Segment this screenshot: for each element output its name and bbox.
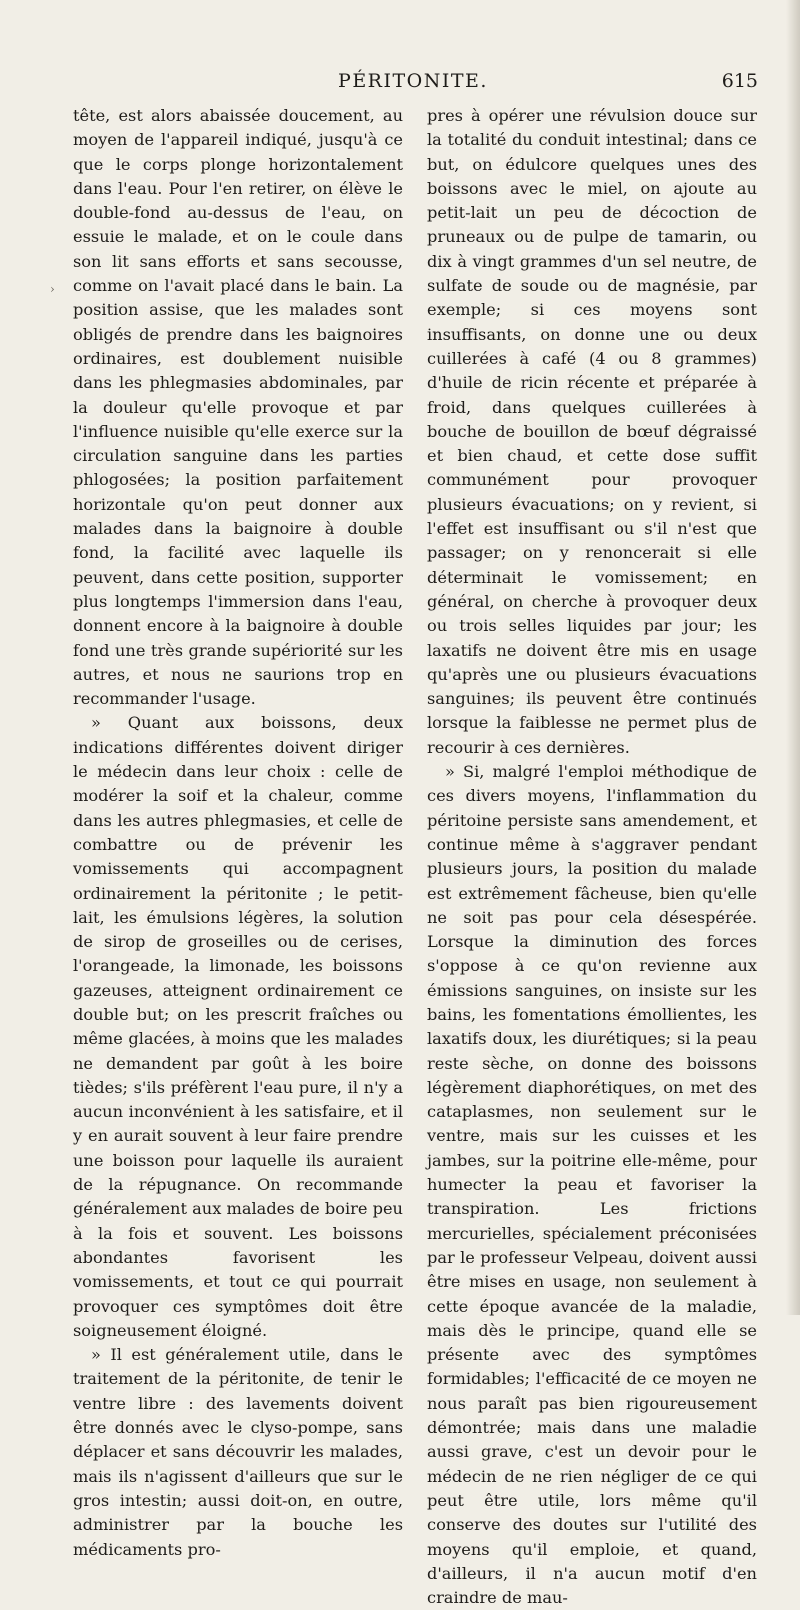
right-column bbox=[427, 104, 757, 1610]
page-edge-shadow bbox=[786, 0, 800, 1315]
page-header bbox=[68, 70, 758, 96]
running-title: PÉRITONITE. bbox=[338, 70, 488, 92]
paragraph: » Quant aux boissons, deux indications différentes doivent diriger le médecin dans leur choix : celle de modérer la soif et la chaleur, comme dans les autres phlegmasies, et celle de combattre ou de prévenir les vomissements qui accompagnent ordinairement la péritonite ; le petit-lait, les émulsions légères, la solution de sirop de groseilles ou de cerises, l'orangeade, la limonade, les boissons gazeuses, atteignent ordinairement ce double but; on les prescrit fraîches ou même glacées, à moins que les malades ne demandent par goût à les boire tièdes; s'ils préfèrent l'eau pure, il n'y a aucun inconvénient à les satisfaire, et il y en aurait souvent à leur faire prendre une boisson pour laquelle ils auraient de la répugnance. On recommande généralement aux malades de boire peu à la fois et souvent. Les boissons abondantes favorisent les vomissements, et tout ce qui pourrait provoquer ces symptômes doit être soigneusement éloigné. bbox=[73, 713, 403, 1340]
paragraph: pres à opérer une révulsion douce sur la totalité du conduit intestinal; dans ce but, on édulcore quelques unes des boissons avec le miel, on ajoute au petit-lait un peu de décoction de pruneaux ou de pulpe de tamarin, ou dix à vingt grammes d'un sel neutre, de sulfate de soude ou de magnésie, par exemple; si ces moyens sont insuffisants, on donne une ou deux cuillerées à café (4 ou 8 grammes) d'huile de ricin récente et préparée à froid, dans quelques cuillerées à bouche de bouillon de bœuf dégraissé et bien chaud, et cette dose suffit communément pour provoquer plusieurs évacuations; on y revient, si l'effet est insuffisant ou s'il n'est que passager; on y renoncerait si elle déterminait le vomissement; en général, on cherche à provoquer deux ou trois selles liquides par jour; les laxatifs ne doivent être mis en usage qu'après une ou plusieurs évacuations sanguines; ils peuvent être continués lorsque la faiblesse ne permet plus de recourir à ces dernières. bbox=[427, 106, 757, 757]
paragraph: tête, est alors abaissée doucement, au moyen de l'appareil indiqué, jusqu'à ce que le corps plonge horizontalement dans l'eau. Pour l'en retirer, on élève le double-fond au-dessus de l'eau, on essuie le malade, et on le coule dans son lit sans efforts et sans secousse, comme on l'avait placé dans le bain. La position assise, que les malades sont obligés de prendre dans les baignoires ordinaires, est doublement nuisible dans les phlegmasies abdominales, par la douleur qu'elle provoque et par l'influence nuisible qu'elle exerce sur la circulation sanguine dans les parties phlogosées; la position parfaitement horizontale qu'on peut donner aux malades dans la baignoire à double fond, la facilité avec laquelle ils peuvent, dans cette position, supporter plus longtemps l'immersion dans l'eau, donnent encore à la baignoire à double fond une très grande supériorité sur les autres, et nous ne saurions trop en recommander l'usage. bbox=[73, 106, 403, 709]
paragraph: » Il est généralement utile, dans le traitement de la péritonite, de tenir le ventre libre : des lavements doivent être donnés avec le clyso-pompe, sans déplacer et sans découvrir les malades, mais ils n'agissent d'ailleurs que sur le gros intestin; aussi doit-on, en outre, administrer par la bouche les médicaments pro- bbox=[73, 1345, 403, 1559]
paragraph: » Si, malgré l'emploi méthodique de ces divers moyens, l'inflammation du péritoine persiste sans amendement, et continue même à s'aggraver pendant plusieurs jours, la position du malade est extrêmement fâcheuse, bien qu'elle ne soit pas pour cela désespérée. Lorsque la diminution des forces s'oppose à ce qu'on revienne aux émissions sanguines, on insiste sur les bains, les fomentations émollientes, les laxatifs doux, les diurétiques; si la peau reste sèche, on donne des boissons légèrement diaphorétiques, on met des cataplasmes, non seulement sur le ventre, mais sur les cuisses et les jambes, sur la poitrine elle-même, pour humecter la peau et favoriser la transpiration. Les frictions mercurielles, spécialement préconisées par le professeur Velpeau, doivent aussi être mises en usage, non seulement à cette époque avancée de la maladie, mais dès le principe, quand elle se présente avec des symptômes formidables; l'efficacité de ce moyen ne nous paraît pas bien rigoureusement démontrée; mais dans une maladie aussi grave, c'est un devoir pour le médecin de ne rien négliger de ce qui peut être utile, lors même qu'il conserve des doutes sur l'utilité des moyens qu'il emploie, et quand, d'ailleurs, il n'a aucun motif d'en craindre de mau- bbox=[427, 762, 757, 1608]
left-column bbox=[73, 104, 403, 1562]
margin-mark: › bbox=[50, 282, 55, 296]
page-number: 615 bbox=[721, 70, 758, 92]
